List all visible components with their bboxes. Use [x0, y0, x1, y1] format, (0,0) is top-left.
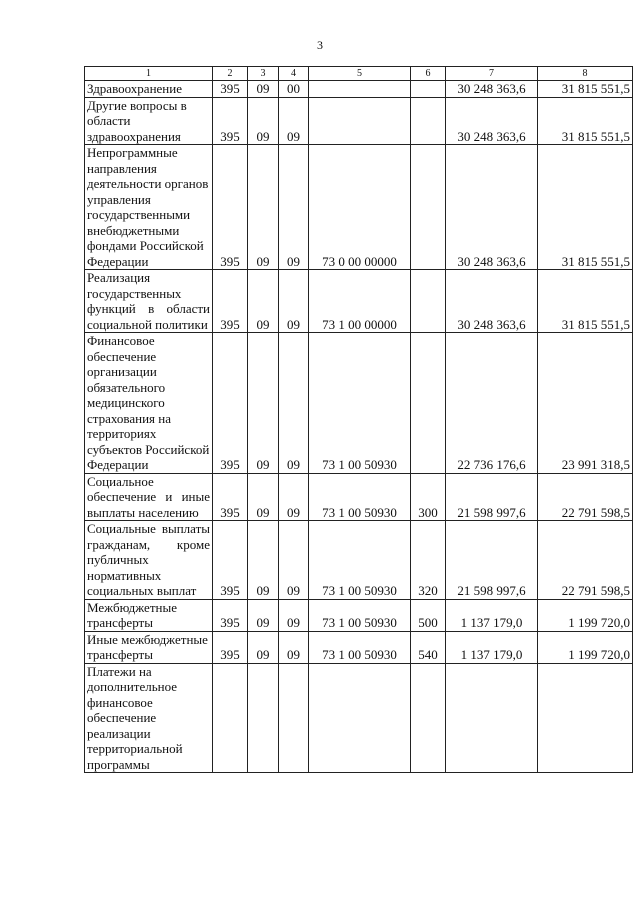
- row-amount-col8: 22 791 598,5: [538, 473, 633, 521]
- row-target-article: 73 1 00 50930: [309, 599, 411, 631]
- row-target-article: [309, 663, 411, 773]
- row-name: Финансовое обеспечение организации обязательного медицинского страхования на территориях субъектов Российской Федерации: [85, 333, 213, 474]
- row-amount-col7: 21 598 997,6: [446, 521, 538, 600]
- row-target-article: 73 1 00 00000: [309, 270, 411, 333]
- row-subsection-code: 09: [279, 270, 309, 333]
- row-amount-col8: 31 815 551,5: [538, 270, 633, 333]
- row-section-code: 09: [248, 97, 279, 145]
- row-ministry-code: [213, 663, 248, 773]
- header-col-8: 8: [538, 67, 633, 81]
- header-col-7: 7: [446, 67, 538, 81]
- table-row: [85, 473, 633, 521]
- table-row: [85, 145, 633, 270]
- row-ministry-code: 395: [213, 97, 248, 145]
- row-subsection-code: 09: [279, 473, 309, 521]
- row-amount-col7: [446, 663, 538, 773]
- row-amount-col8: 23 991 318,5: [538, 333, 633, 474]
- table-row: [85, 333, 633, 474]
- row-target-article: [309, 81, 411, 98]
- row-amount-col7: 22 736 176,6: [446, 333, 538, 474]
- row-amount-col7: 30 248 363,6: [446, 270, 538, 333]
- row-ministry-code: 395: [213, 599, 248, 631]
- row-expense-type: [411, 81, 446, 98]
- row-amount-col7: 1 137 179,0: [446, 631, 538, 663]
- table-row: [85, 631, 633, 663]
- row-subsection-code: 09: [279, 333, 309, 474]
- row-expense-type: [411, 663, 446, 773]
- row-subsection-code: 09: [279, 145, 309, 270]
- row-expense-type: [411, 333, 446, 474]
- table-row: [85, 663, 633, 773]
- header-col-2: 2: [213, 67, 248, 81]
- header-col-1: 1: [85, 67, 213, 81]
- row-target-article: 73 1 00 50930: [309, 333, 411, 474]
- row-subsection-code: 09: [279, 97, 309, 145]
- row-subsection-code: 09: [279, 599, 309, 631]
- row-subsection-code: 00: [279, 81, 309, 98]
- row-target-article: 73 1 00 50930: [309, 521, 411, 600]
- row-amount-col8: 31 815 551,5: [538, 97, 633, 145]
- row-expense-type: [411, 145, 446, 270]
- table-row: [85, 521, 633, 600]
- row-amount-col7: 30 248 363,6: [446, 97, 538, 145]
- row-section-code: [248, 663, 279, 773]
- row-amount-col8: 31 815 551,5: [538, 145, 633, 270]
- row-expense-type: [411, 97, 446, 145]
- header-col-5: 5: [309, 67, 411, 81]
- row-expense-type: 500: [411, 599, 446, 631]
- row-subsection-code: [279, 663, 309, 773]
- table-row: [85, 97, 633, 145]
- row-name: Другие вопросы в области здравоохранения: [85, 97, 213, 145]
- page-number: 3: [317, 38, 323, 52]
- row-amount-col7: 21 598 997,6: [446, 473, 538, 521]
- row-section-code: 09: [248, 599, 279, 631]
- row-name: Межбюджетные трансферты: [85, 599, 213, 631]
- row-name: Здравоохранение: [85, 81, 213, 98]
- row-expense-type: [411, 270, 446, 333]
- row-section-code: 09: [248, 473, 279, 521]
- row-section-code: 09: [248, 81, 279, 98]
- row-amount-col8: 31 815 551,5: [538, 81, 633, 98]
- row-ministry-code: 395: [213, 333, 248, 474]
- row-ministry-code: 395: [213, 270, 248, 333]
- row-ministry-code: 395: [213, 473, 248, 521]
- header-col-3: 3: [248, 67, 279, 81]
- row-expense-type: 540: [411, 631, 446, 663]
- row-expense-type: 320: [411, 521, 446, 600]
- row-ministry-code: 395: [213, 145, 248, 270]
- row-amount-col8: 1 199 720,0: [538, 599, 633, 631]
- row-name: Социальное обеспечение и иные выплаты населению: [85, 473, 213, 521]
- row-name: Непрограммные направления деятельности органов управления государственными внебюджетными фондами Российской Федерации: [85, 145, 213, 270]
- row-target-article: [309, 97, 411, 145]
- row-section-code: 09: [248, 521, 279, 600]
- row-target-article: 73 0 00 00000: [309, 145, 411, 270]
- header-row: [85, 67, 633, 81]
- row-subsection-code: 09: [279, 521, 309, 600]
- row-subsection-code: 09: [279, 631, 309, 663]
- table-row: [85, 270, 633, 333]
- row-ministry-code: 395: [213, 521, 248, 600]
- row-name: Социальные выплаты гражданам, кроме публичных нормативных социальных выплат: [85, 521, 213, 600]
- row-name: Реализация государственных функций в области социальной политики: [85, 270, 213, 333]
- budget-table: [84, 66, 633, 773]
- row-amount-col8: 22 791 598,5: [538, 521, 633, 600]
- row-name: Платежи на дополнительное финансовое обеспечение реализации территориальной программы: [85, 663, 213, 773]
- row-amount-col8: [538, 663, 633, 773]
- row-amount-col8: 1 199 720,0: [538, 631, 633, 663]
- row-section-code: 09: [248, 631, 279, 663]
- table-row: [85, 81, 633, 98]
- table-row: [85, 599, 633, 631]
- row-section-code: 09: [248, 145, 279, 270]
- header-col-6: 6: [411, 67, 446, 81]
- header-col-4: 4: [279, 67, 309, 81]
- row-name: Иные межбюджетные трансферты: [85, 631, 213, 663]
- row-amount-col7: 30 248 363,6: [446, 81, 538, 98]
- row-ministry-code: 395: [213, 631, 248, 663]
- row-section-code: 09: [248, 333, 279, 474]
- row-target-article: 73 1 00 50930: [309, 473, 411, 521]
- row-section-code: 09: [248, 270, 279, 333]
- row-amount-col7: 1 137 179,0: [446, 599, 538, 631]
- row-amount-col7: 30 248 363,6: [446, 145, 538, 270]
- row-target-article: 73 1 00 50930: [309, 631, 411, 663]
- row-expense-type: 300: [411, 473, 446, 521]
- row-ministry-code: 395: [213, 81, 248, 98]
